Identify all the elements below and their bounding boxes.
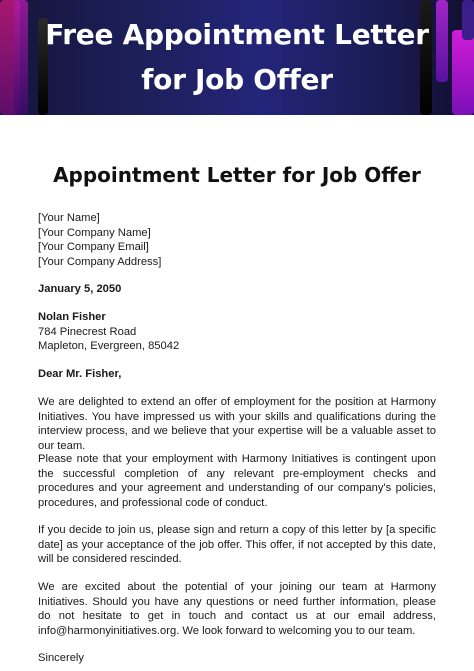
sender-company-address: [Your Company Address] xyxy=(38,255,162,268)
letter-date: January 5, 2050 xyxy=(38,283,122,295)
banner-title-line-1: Free Appointment Letter xyxy=(45,18,429,51)
recipient-address-line: Mapleton, Evergreen, 85042 xyxy=(38,340,180,352)
sender-company-email: [Your Company Email] xyxy=(38,241,149,253)
recipient-block xyxy=(38,310,436,354)
banner-title xyxy=(0,12,474,102)
sender-name: [Your Name] xyxy=(38,212,100,224)
recipient-name: Nolan Fisher xyxy=(38,311,106,323)
salutation: Dear Mr. Fisher, xyxy=(38,368,122,380)
body-paragraph: If you decide to join us, please sign and return a copy of this letter by [a specific date] as your acceptance of the job offer. This offer, if not accepted by this date, will be considered rescinded. xyxy=(38,524,436,565)
letter-title: Appointment Letter for Job Offer xyxy=(53,163,421,187)
closing: Sincerely xyxy=(38,652,85,664)
banner-title-line-2: for Job Offer xyxy=(141,63,333,96)
sender-block xyxy=(38,211,436,269)
body-paragraph: Please note that your employment with Harmony Initiatives is contingent upon the successful completion of any relevant pre-employment checks and procedures and your agreement and understanding of our company's policies, procedures, and professional code of conduct. xyxy=(38,453,436,509)
body-paragraph: We are delighted to extend an offer of employment for the position at Harmony Initiatives. You have impressed us with your skills and qualifications during the interview process, and we believe that your expertise will be a valuable asset to our team. xyxy=(38,396,436,452)
sender-company-name: [Your Company Name] xyxy=(38,226,151,239)
body-paragraph: We are excited about the potential of your joining our team at Harmony Initiatives. Should you have any questions or need further information, please do not hesitate to get in touch and contact us at our email address, info@harmonyinitiatives.org. We look forward to welcoming you to our team. xyxy=(38,581,436,637)
banner xyxy=(0,0,474,115)
recipient-address-line: 784 Pinecrest Road xyxy=(38,325,137,338)
